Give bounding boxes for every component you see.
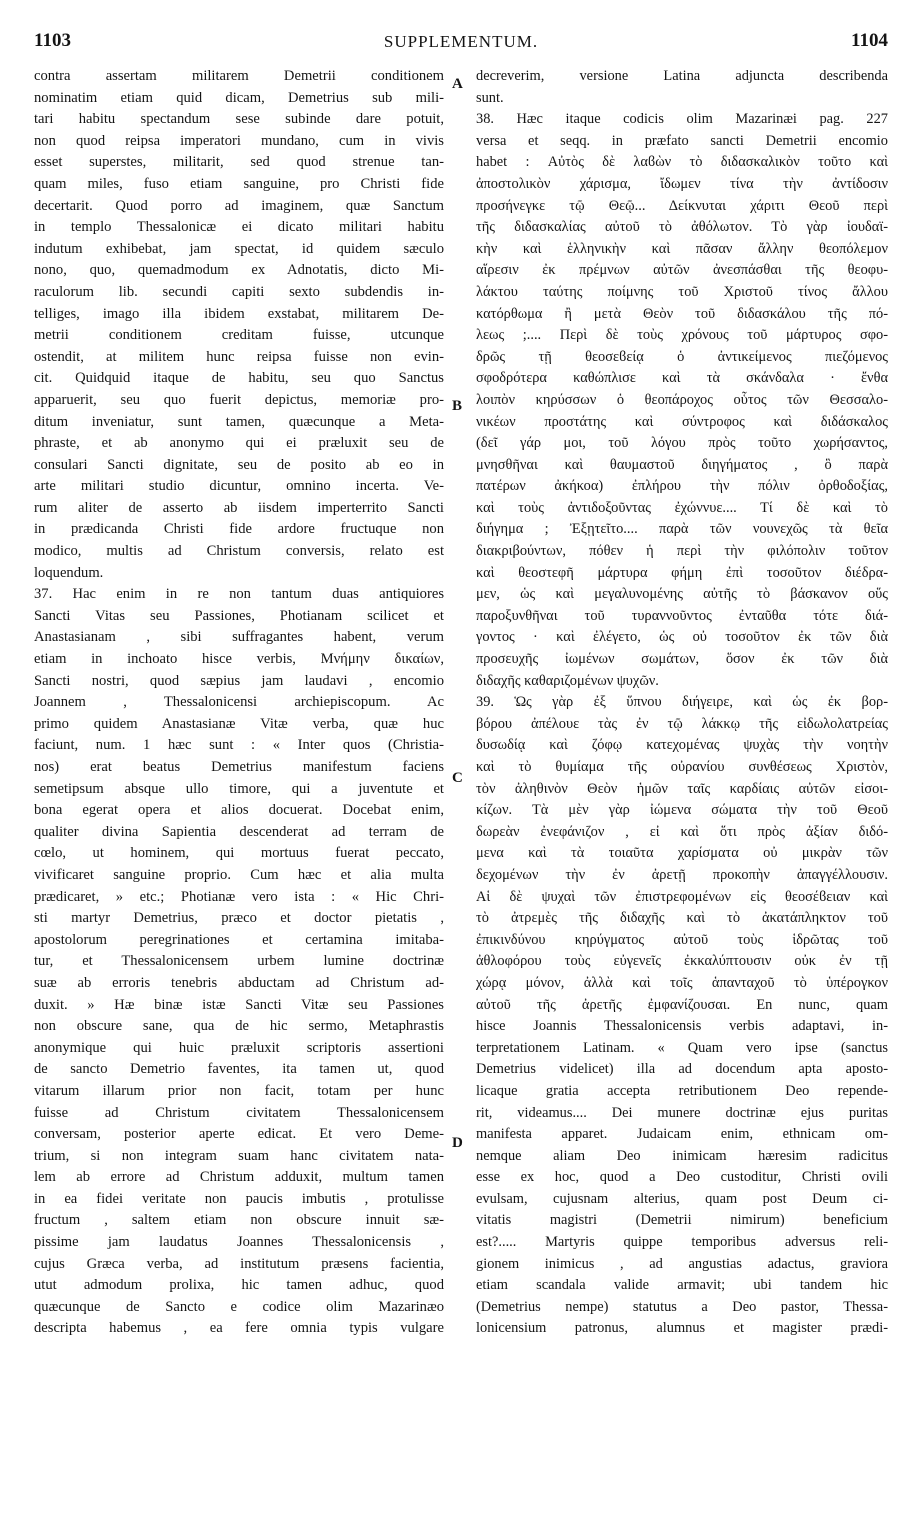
text-line: quam miles, fuso etiam sanguine, pro Christi fide [34,175,444,192]
text-line: (δεῖ γάρ μοι, τοῦ λόγου πρὸς τοῦτο χωρήσαντος, [476,435,888,452]
left-column [34,66,444,1340]
text-line: αἵρεσιν ἐκ πρέμνων αὐτῶν ἀνεσπάσθαι τῆς θεοφυ- [476,262,888,279]
text-line: arte militari studio dicuntur, omnino incerta. Ve- [34,478,444,495]
text-line: lem ab errore ad Christum adduxit, multum tamen [34,1169,444,1186]
text-line: in prædicanda Christi fide ardore fructuque non [34,521,444,538]
text-line: consulari Sancti dignitate, seu de posito ab eo in [34,456,444,473]
margin-marker-c: C [452,770,463,786]
text-line: vitarum illarum prior non facit, totam per hunc [34,1082,444,1099]
text-line: Αἱ δὲ ψυχαὶ τῶν ἐπιστρεφομένων εἰς θεοσέϐειαν καὶ [476,888,888,905]
text-line: phraste, et ab anonymo qui ei præluxit seu de [34,435,444,452]
text-line: προσήνεγκε τῷ Θεῷ... Δείκνυται χάριτι Θεοῦ περὶ [476,197,888,214]
text-line: terpretationem Latinam. « Quam vero ipse (sanctus [476,1039,888,1056]
text-line: λεως ;.... Περὶ δὲ τοὺς χρόνους τοῦ μάρτυρος σφο- [476,327,888,344]
text-line: διδαχῆς καθαριζομένων ψυχῶν. [476,672,659,689]
text-line: δυσωδίᾳ καὶ ζόφῳ κατεχομένας ψυχὰς τὴν νοητὴν [476,737,888,754]
text-line: βόρου ἀπέλουε τὰς ἐν τῷ λάκκῳ τῆς εἰδωλολατρείας [476,715,888,732]
text-line: κατόρθωμα ἢ μετὰ Θεὸν τοῦ διδασκάλου τῆς πό- [476,305,888,322]
text-line: metrii conditionem creditam fuisse, utcunque [34,327,444,344]
text-line: Anastasianam , sibi suffragantes habent, verum [34,629,444,646]
text-line: sti martyr Demetrius, præco et doctor pietatis , [34,910,444,927]
text-line: nos) erat beatus Demetrius manifestum faciens [34,759,444,775]
text-line: τὸ ἀτρεμὲς τῆς διδαχῆς καὶ τὸ ἀκατάπληκτον τοῦ [476,910,888,927]
text-line: ἐπικινδύνου κηρύγματος αὐτοῦ τοὺς ἱδρῶτας τοῦ [476,931,888,948]
text-line: rit, videamus.... Dei munere doctrinæ ejus puritas [476,1104,888,1121]
text-line: versa et seqq. in præfato sancti Demetrii encomio [476,132,888,149]
text-line: μεν, ὡς καὶ μεγαλυνομένης αὐτῆς τὸ βάσκανον οὕς [476,586,888,603]
text-line: Joannem , Thessalonicensi archiepiscopum. Ac [34,694,444,711]
text-line: (Demetrius nempe) statutus a Deo pastor, Thessa- [476,1298,888,1315]
text-line: etiam in inchoato hisce verbis, Μνήμην δικαίων, [34,651,444,668]
text-line: esse ex hoc, quod a Deo custoditur, Christi ovili [476,1169,888,1186]
text-line: κὴν καὶ ἑλληνικὴν καὶ πᾶσαν ἄλλην θεοπόλεμον [476,240,888,257]
text-line: δωρεὰν ἐνεφάνιζον , εἰ καὶ ὅτι πρὸς ἀξίαν διδό- [476,823,888,840]
text-line: apostolorum peregrinationes et certamina imitaba- [34,931,444,948]
text-line: vitatis magistri (Demetrii nimirum) beneficium [476,1212,888,1229]
text-line: δρῶς τῇ θεοσεϐείᾳ ὁ ἀντικείμενος πιεζόμενος [476,348,888,365]
text-line: μενα καὶ τὰ τοιαῦτα χαρίσματα οὐ μικρὰν τῶν [476,845,888,862]
text-line: non obscure sane, qua de hic sermo, Metaphrastis [34,1018,444,1035]
text-line: τῆς διδασκαλίας αὐτοῦ τὸ ἀθόλωτον. Τὸ γὰρ ἰουδαϊ- [476,219,888,236]
text-line: est?..... Martyris quippe temporibus adversus reli- [476,1234,888,1251]
text-line: indutum exhibebat, jam spectat, id quidem sæculo [34,240,444,257]
text-line: pissime jam laudatus Joannes Thessalonicensis , [34,1234,444,1251]
text-line: cit. Quidquid itaque de habitu, seu quo Sanctus [34,370,444,387]
text-line: esset superstes, militarit, sed quod strenue tan- [34,154,444,171]
text-line: λάκτου ταύτης ποίμνης τοῦ Χριστοῦ τίνος ἄλλου [476,283,888,300]
text-line: fuisse ad Christum civitatem Thessalonicensem [34,1104,444,1121]
text-line: παροξυνθῆναι τοῦ τυραννοῦντος ἐνταῦθα τότε διά- [476,607,888,624]
text-line: utut admodum prolixa, hic tamen adhuc, quod [34,1277,444,1294]
text-line: ditum inveniatur, sunt tamen, quæcunque a Meta- [34,413,444,430]
text-line: anonymique qui huic præluxit scriptoris assertioni [34,1039,444,1056]
margin-marker-d: D [452,1135,463,1151]
text-line: gionem inimicus , ad angustias adactus, graviora [476,1255,888,1272]
text-line: 37. Hac enim in re non tantum duas antiquiores [34,586,444,603]
text-line: τὸν ἀληθινὸν Θεὸν ἡμῶν ταῖς καρδίαις αὐτῶν εἰσοι- [476,780,888,797]
text-line: evulsam, cujusnam alterius, quam post Deum ci- [476,1190,888,1207]
text-line: vivificaret sanguine proprio. Cum hæc et alia multa [34,866,444,883]
text-line: semetipsum absque ullo timore, qui a juventute et [34,780,444,797]
text-line: telliges, imago illa ibidem exstabat, militarem De- [34,305,444,322]
text-line: decertarit. Quod porro ad imaginem, quæ Sanctum [34,197,444,214]
text-line: νικέων προστάτης καὶ σύντροφος καὶ διδάσκαλος [476,413,888,430]
text-line: modico, multis ad Christum conversis, relato est [34,543,444,560]
text-line: cœlo, ut hominem, qui mortuus fuerat peccato, [34,845,444,862]
text-line: loquendum. [34,564,104,581]
page-number-right: 1104 [851,30,888,51]
text-line: 39. Ὡς γὰρ ἐξ ὕπνου διήγειρε, καὶ ὡς ἐκ βορ- [476,694,888,711]
text-line: αὐτοῦ τῆς ἀρετῆς ἐμφανίζουσαι. En nunc, quam [476,996,888,1013]
right-column [476,66,888,1340]
text-line: lonicensium patronus, alumnus et magister prædi- [476,1320,888,1337]
text-line: manifesta apparet. Judaicam enim, ethnicam om- [476,1126,888,1143]
text-line: καὶ θεοστεφῆ μάρτυρα φήμη ἐπὶ τοσοῦτον διέδρα- [476,564,888,581]
text-line: nono, quo, quemadmodum ex Adnotatis, dicto Mi- [34,262,444,279]
text-line: contra assertam militarem Demetrii conditionem [34,68,444,84]
text-line: Demetrius videlicet) illa ad docendum apta aposto- [476,1061,888,1078]
text-line: faciunt, num. 1 hæc sunt : « Inter quos (Christia- [34,737,444,754]
text-line: χώρᾳ μόνον, ἀλλὰ καὶ τοῖς ἁπανταχοῦ τὸ ὑπέρογκον [476,974,888,991]
margin-marker-b: B [452,398,463,414]
text-line: de sancto Demetrio faventes, ita tamen ut, quod [34,1061,444,1078]
text-line: etiam scandala valide armavit; ubi tandem hic [476,1277,888,1294]
text-line: μνησθῆναι καὶ θαυμαστοῦ διηγήματος , ὃ παρὰ [476,456,888,473]
text-line: καὶ τοὺς ἀντιδοξοῦντας ἐχώννυε.... Τί δὲ καὶ τὸ [476,499,888,516]
text-line: Sancti nostri, quod sæpius jam laudavi , encomio [34,672,444,689]
text-line: in ea fidei veritate non paucis imbutis , protulisse [34,1190,444,1207]
text-line: habet : Αὐτὸς δὲ λαϐὼν τὸ διδασκαλικὸν τοῦτο καὶ [476,154,888,171]
text-line: λοιπὸν κηρύσσων ὁ θεοπάροχος οὗτος τῶν Θεσσαλο- [476,391,888,408]
text-line: bona egerat opera et alios docuerat. Docebat enim, [34,802,444,819]
text-line: primo quidem Anastasianæ Vitæ verba, quæ huc [34,715,444,732]
text-line: decreverim, versione Latina adjuncta describenda [476,68,888,84]
text-line: σφοδρότερα καθώπλισε καὶ τὰ σκάνδαλα · ἔνθα [476,370,888,387]
text-line: διήγημα ; Ἐξῃτεῖτο.... παρὰ τῶν νουνεχῶς τὰ θεῖα [476,521,888,538]
text-line: Sancti Vitas seu Passiones, Photianam scilicet et [34,607,444,624]
text-line: ostendit, at militem hunc reipsa fuisse non evin- [34,348,444,365]
margin-marker-a: A [452,76,463,92]
text-line: tur, et Thessalonicensem urbem lumine doctrinæ [34,953,444,970]
text-line: fructum , saltem etiam non obscure innuit sæ- [34,1212,444,1229]
text-line: rum aliter de asserto ab iisdem imperterrito Sancti [34,499,444,516]
text-line: duxit. » Hæ binæ istæ Sancti Vitæ seu Passiones [34,996,444,1013]
text-line: in templo Thessalonicæ ei dicato militari habitu [34,219,444,236]
text-line: κίζων. Τὰ μὲν γὰρ ἰώμενα σώματα τὴν τοῦ Θεοῦ [476,802,888,819]
text-line: hisce Joannis Thessalonicensis verbis adaptavi, in- [476,1018,888,1035]
text-line: qualiter divina Sapientia descenderat ad terram de [34,823,444,840]
text-line: apparuerit, seu quo fuerit depictus, memoriæ pro- [34,391,444,408]
text-line: γοντος · καὶ ἐλέγετο, ὡς οὐ τοσοῦτον ἐκ τῶν διὰ [476,629,888,646]
text-line: conversam, posterior aperte edicat. Et vero Deme- [34,1126,444,1143]
text-line: 38. Hæc itaque codicis olim Mazarinæi pag. 227 [476,111,888,128]
text-line: πατέρων ἀκήκοα) ἐπλήρου τὴν πόλιν ὀρθοδοξίας, [476,478,888,495]
text-line: trium, si non integram suam hanc civitatem nata- [34,1147,444,1164]
text-line: sunt. [476,89,504,106]
text-line: δεχομένων τὴν ἐν ἀρετῇ προκοπὴν ἀπαγγέλλουσιν. [476,866,888,883]
text-line: raculorum lib. secundi capiti sexto subdendis in- [34,283,444,300]
text-line: nemque aliam Deo inimicam hæresim radicitus [476,1147,888,1164]
text-line: licaque gratia accepta retributionem Deo repende- [476,1082,888,1099]
text-line: quæcunque de Sancto e codice olim Mazarinæo [34,1298,444,1315]
text-line: καὶ τὸ θυμίαμα τῆς οὐρανίου συνθέσεως Χριστὸν, [476,759,888,775]
text-line: descripta habemus , ea fere omnia typis vulgare [34,1320,444,1337]
text-line: nominatim etiam quid dicam, Demetrius sub mili- [34,89,444,106]
text-line: ἀποστολικὸν χάρισμα, ἴδωμεν τίνα τὴν ἀντίδοσιν [476,175,888,192]
text-line: cujus Græca verba, ad institutum præsens facientia, [34,1255,444,1272]
text-line: prædicaret, » etc.; Photianæ vero ista : « Hic Chri- [34,888,444,905]
text-line: διακριβούντων, πόθεν ἡ περὶ τὴν φιλόπολιν τοῦτον [476,543,888,560]
text-line: tari habitu spectandum sese subinde dare potuit, [34,111,444,128]
text-line: προσευχῆς ἰωμένων σωμάτων, ὅσον ἐκ τῶν διὰ [476,651,888,668]
page-header [34,30,888,56]
text-line: suæ ab erroris tenebris abductam ad Christum ad- [34,974,444,991]
text-line: non quod reipsa imperatori mundano, cum in vivis [34,132,444,149]
page-number-left: 1103 [34,30,71,51]
running-title: SUPPLEMENTUM. [383,32,539,51]
text-line: ἀθλοφόρου τοὺς εὐγενεῖς ἐκκαλύπτουσιν οὐκ ἐν τῇ [476,953,888,970]
